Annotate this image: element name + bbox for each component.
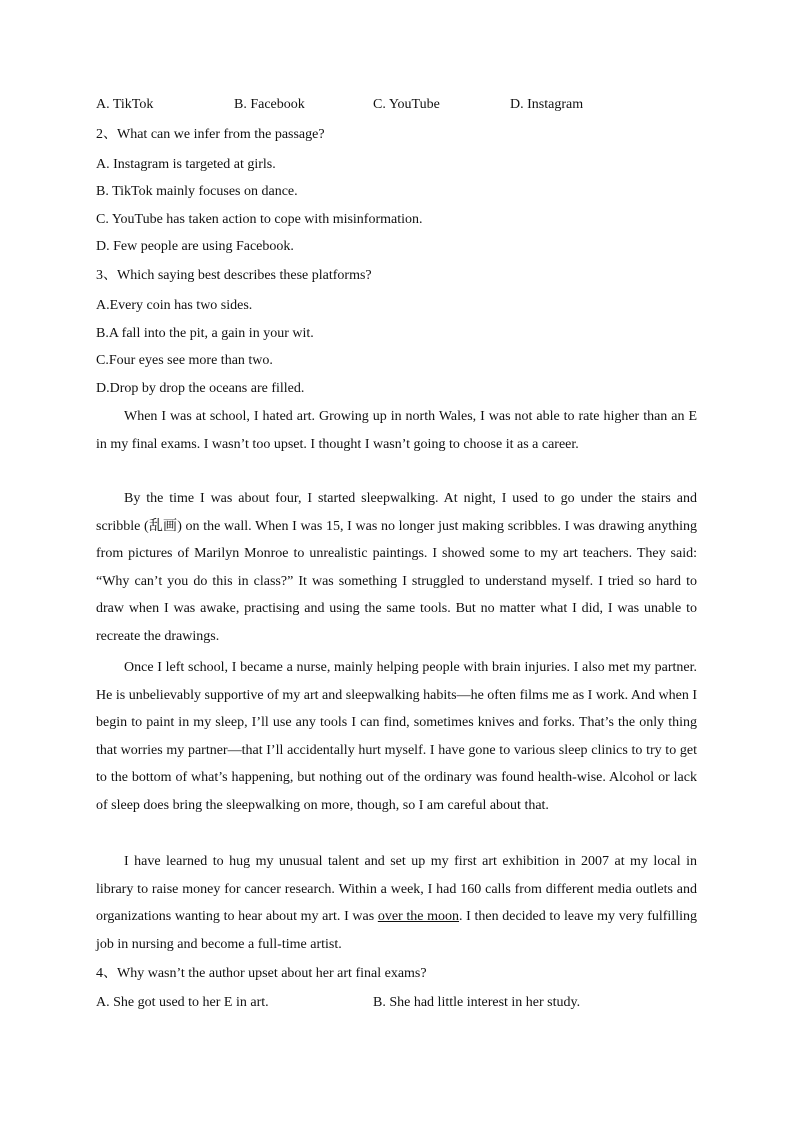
q2-option-a: A. Instagram is targeted at girls. [96,157,276,172]
underlined-phrase: over the moon [377,909,460,925]
passage-paragraph-4 [96,848,697,958]
q1-option-b: B. Facebook [234,97,305,112]
q4-options [96,995,696,1013]
paragraph-4-text-after: . I then decided to leave my very fulfilling job in nursing and become a full-time artist. [96,909,697,952]
q4-option-a: A. She got used to her E in art. [96,995,269,1010]
paragraph-4-text-before: I have learned to hug my unusual talent and set up my first art exhibition in 2007 at my local in library to raise money for cancer research. Within a week, I had 160 calls from different media outlets and organizations wanting to hear about my art. I was [96,854,697,925]
q2-option-d: D. Few people are using Facebook. [96,239,294,254]
q2-option-b: B. TikTok mainly focuses on dance. [96,184,298,199]
q3-stem: 3、Which saying best describes these platforms? [96,268,372,283]
passage-paragraph-1: When I was at school, I hated art. Growing up in north Wales, I was not able to rate higher than an E in my final exams. I wasn’t too upset. I thought I wasn’t going to choose it as a career. [96,409,697,452]
q4-stem: 4、Why wasn’t the author upset about her art final exams? [96,966,427,981]
q1-option-c: C. YouTube [373,97,440,112]
q1-options [96,97,616,115]
q1-option-d: D. Instagram [510,97,584,112]
q3-option-a: A.Every coin has two sides. [96,298,253,313]
q1-option-a: A. TikTok [96,97,154,112]
q2-option-c: C. YouTube has taken action to cope with misinformation. [96,212,423,227]
q3-option-c: C.Four eyes see more than two. [96,353,273,368]
passage-paragraph-3: Once I left school, I became a nurse, mainly helping people with brain injuries. I also met my partner. He is unbelievably supportive of my art and sleepwalking habits—he often films me as I work. And when I begin to paint in my sleep, I’ll use any tools I can find, sometimes knives and forks. That’s the only thing that worries my partner—that I’ll accidentally hurt myself. I have gone to various sleep clinics to try to get to the bottom of what’s happening, but nothing out of the ordinary was found health-wise. Alcohol or lack of sleep does bring the sleepwalking on more, though, so I am careful about that. [96,660,697,813]
q3-option-b: B.A fall into the pit, a gain in your wit. [96,326,314,341]
q3-option-d: D.Drop by drop the oceans are filled. [96,381,305,396]
q2-stem: 2、What can we infer from the passage? [96,127,325,142]
q4-option-b: B. She had little interest in her study. [373,995,581,1010]
passage-paragraph-2: By the time I was about four, I started sleepwalking. At night, I used to go under the stairs and scribble (乱画) on the wall. When I was 15, I was no longer just making scribbles. I was drawing anything from pictures of Marilyn Monroe to unrealistic paintings. I showed some to my art teachers. They said: “Why can’t you do this in class?” It was something I struggled to understand myself. I tried so hard to draw when I was awake, practising and using the same tools. But no matter what I did, I was unable to recreate the drawings. [96,491,697,644]
